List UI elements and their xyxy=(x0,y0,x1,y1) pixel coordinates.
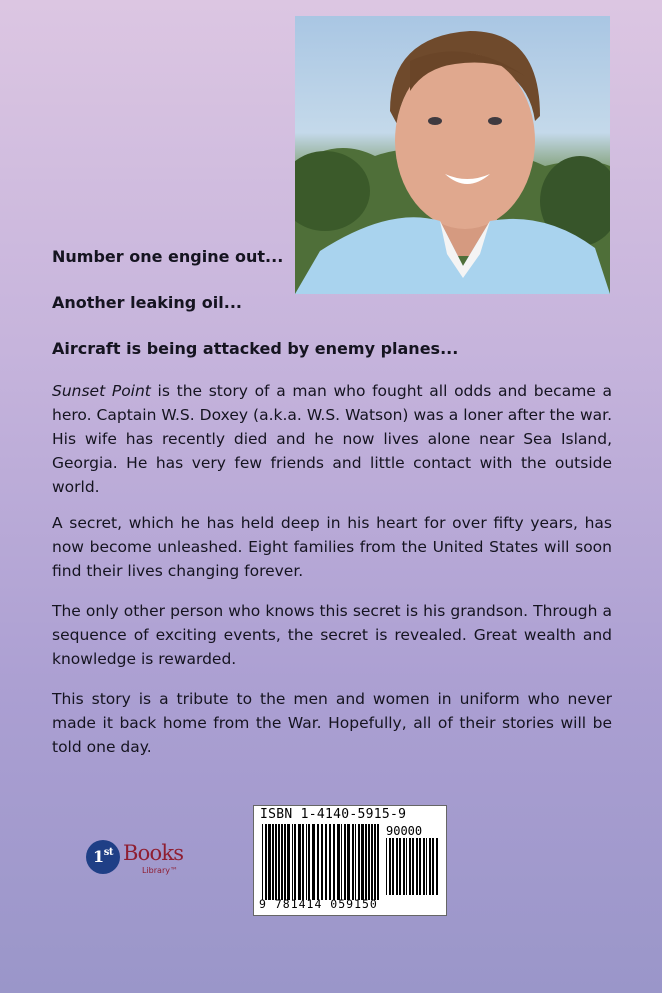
barcode-bar xyxy=(416,838,418,895)
tagline-attack: Aircraft is being attacked by enemy planes... xyxy=(52,339,459,358)
barcode-bar xyxy=(403,838,405,895)
barcode-bar xyxy=(355,824,356,900)
barcode-bar xyxy=(302,824,304,900)
barcode-bar xyxy=(329,824,331,900)
description-paragraph-4: This story is a tribute to the men and women in uniform who never made it back home from the War. Hopefully, all of their stories will be told one day. xyxy=(52,690,612,756)
logo-superscript: st xyxy=(103,847,113,858)
logo-subtitle: Library™ xyxy=(142,866,178,875)
barcode-bar xyxy=(409,838,411,895)
barcode-bar xyxy=(268,824,271,900)
isbn-text: ISBN 1-4140-5915-9 xyxy=(260,807,407,822)
barcode-bar xyxy=(352,824,354,900)
barcode-bar xyxy=(436,838,438,895)
barcode-bar xyxy=(308,824,310,900)
barcode-bar xyxy=(423,838,425,895)
barcode-bar xyxy=(325,824,327,900)
tagline-engine: Number one engine out... xyxy=(52,247,284,266)
barcode-bar xyxy=(361,824,364,900)
book-title: Sunset Point xyxy=(52,382,151,400)
barcode-bar xyxy=(374,824,376,900)
barcode-bar xyxy=(396,838,398,895)
price-code: 90000 xyxy=(386,824,423,838)
barcode-bar xyxy=(298,824,301,900)
barcode-bar xyxy=(262,824,263,900)
barcode-bar xyxy=(275,824,277,900)
barcode-bar xyxy=(399,838,401,895)
description-paragraph-1-text: is the story of a man who fought all odds and became a hero. Captain W.S. Doxey (a.k.a. W.S. Watson) was a loner after the war. His wife has recently died and he now lives alone near Sea Island, Georgia. He has very few friends and little contact with the outside world. xyxy=(52,382,613,496)
barcode-bar xyxy=(265,824,267,900)
publisher-logo xyxy=(86,840,186,878)
barcode-digits: 9 781414 059150 xyxy=(259,897,378,911)
barcode-bar xyxy=(377,824,379,900)
barcode-bar xyxy=(337,824,340,900)
barcode-bar xyxy=(292,824,293,900)
barcode-bar xyxy=(347,824,350,900)
logo-number xyxy=(89,847,117,866)
logo-name: Books xyxy=(123,841,184,865)
barcode-bar xyxy=(312,824,315,900)
description-paragraph-1 xyxy=(52,379,612,499)
barcode-bar xyxy=(412,838,414,895)
logo-digit: 1 xyxy=(93,847,104,866)
barcode-bar xyxy=(406,838,407,895)
tagline-oil: Another leaking oil... xyxy=(52,293,242,312)
barcode-bar xyxy=(365,824,367,900)
barcode-bar xyxy=(386,838,387,895)
barcode-bar xyxy=(368,824,370,900)
barcode-bar xyxy=(281,824,283,900)
price-barcode-bars xyxy=(386,838,440,895)
barcode-bar xyxy=(371,824,373,900)
barcode-bar xyxy=(287,824,290,900)
barcode-bar xyxy=(321,824,323,900)
barcode-bar xyxy=(358,824,360,900)
barcode-bars xyxy=(262,824,380,900)
barcode-bar xyxy=(294,824,296,900)
barcode-bar xyxy=(432,838,434,895)
barcode-bar xyxy=(317,824,319,900)
barcode-bar xyxy=(306,824,307,900)
barcode-bar xyxy=(333,824,335,900)
barcode-bar xyxy=(284,824,286,900)
barcode-bar xyxy=(392,838,394,895)
barcode-bar xyxy=(426,838,427,895)
barcode-bar xyxy=(419,838,421,895)
barcode-bar xyxy=(272,824,274,900)
barcode-bar xyxy=(429,838,431,895)
barcode-bar xyxy=(278,824,280,900)
barcode-bar xyxy=(389,838,391,895)
description-paragraph-3: The only other person who knows this secret is his grandson. Through a sequence of exciting events, the secret is revealed. Great wealth and knowledge is rewarded. xyxy=(52,602,612,668)
isbn-barcode xyxy=(253,805,447,916)
description-paragraph-2: A secret, which he has held deep in his heart for over fifty years, has now become unleashed. Eight families from the United States will soon find their lives changing forever. xyxy=(52,514,612,580)
barcode-bar xyxy=(344,824,346,900)
barcode-bar xyxy=(341,824,342,900)
